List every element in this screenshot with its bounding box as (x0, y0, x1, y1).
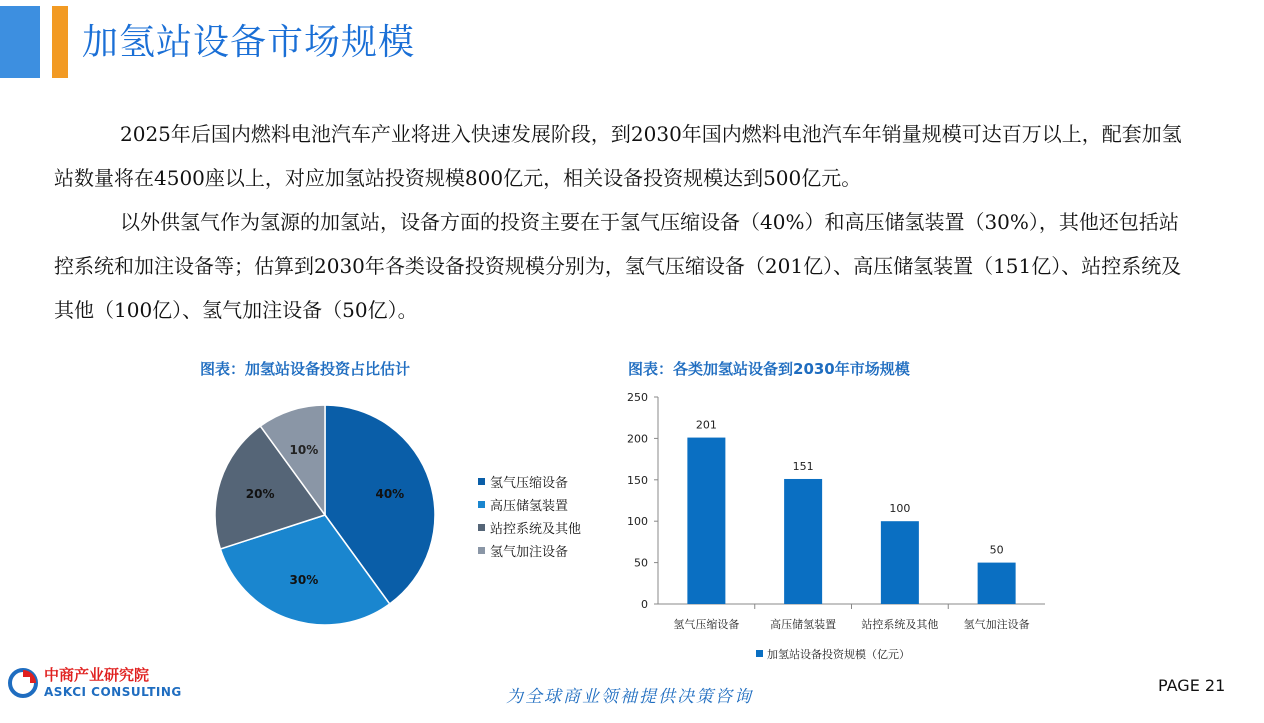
y-tick-label: 0 (641, 598, 648, 611)
legend-swatch (478, 501, 485, 508)
pie-slice-label: 20% (245, 486, 275, 501)
bar-legend-swatch (756, 650, 763, 657)
legend-label: 高压储氢装置 (490, 499, 569, 514)
bar (978, 563, 1016, 604)
pie-legend-item (478, 516, 581, 539)
bar-data-label: 50 (989, 543, 1004, 557)
bar-legend-label: 加氢站设备投资规模（亿元） (767, 648, 910, 661)
pie-legend-item (478, 539, 581, 562)
pie-chart-title: 图表：加氢站设备投资占比估计 (200, 360, 411, 378)
logo-english-name: ASKCI CONSULTING (44, 685, 182, 699)
pie-legend-item (478, 493, 581, 516)
x-tick-label: 站控系统及其他 (861, 618, 939, 631)
y-tick-label: 50 (634, 556, 648, 570)
footer-slogan: 为全球商业领袖提供决策咨询 (506, 687, 753, 707)
paragraph-2: 以外供氢气作为氢源的加氢站，设备方面的投资主要在于氢气压缩设备（40%）和高压储氢装置（30%），其他还包括站控系统和加注设备等；估算到2030年各类设备投资规模分别为，氢气压缩设备（201亿）、高压储氢装置（151亿）、站控系统及其他（100亿）、氢气加注设备（50亿）。 (54, 210, 1182, 322)
legend-label: 氢气加注设备 (490, 545, 569, 560)
title-accent-bar-orange (52, 6, 68, 78)
x-tick-label: 高压储氢装置 (770, 618, 837, 631)
legend-swatch (478, 547, 485, 554)
logo-chinese-name: 中商产业研究院 (44, 666, 150, 684)
page-number: PAGE 21 (1158, 676, 1226, 695)
y-tick-label: 150 (627, 473, 648, 487)
pie-legend (478, 470, 581, 562)
footer-logo (8, 666, 182, 700)
title-accent-bar-blue (0, 6, 40, 78)
y-tick-label: 100 (627, 515, 648, 529)
pie-legend-item (478, 470, 581, 493)
paragraph-1: 2025年后国内燃料电池汽车产业将进入快速发展阶段，到2030年国内燃料电池汽车年销量规模可达百万以上，配套加氢站数量将在4500座以上，对应加氢站投资规模800亿元，相关设备投资规模达到500亿元。 (54, 122, 1182, 190)
bar (687, 438, 725, 604)
bar-data-label: 100 (889, 502, 911, 516)
page-title: 加氢站设备市场规模 (82, 22, 416, 63)
legend-swatch (478, 524, 485, 531)
legend-label: 氢气压缩设备 (490, 476, 569, 491)
pie-chart (200, 390, 450, 640)
y-tick-label: 250 (627, 391, 648, 404)
body-text (54, 112, 1194, 332)
bar-data-label: 151 (792, 459, 814, 473)
bar (881, 521, 919, 604)
y-tick-label: 200 (627, 432, 648, 446)
x-tick-label: 氢气压缩设备 (673, 618, 740, 631)
x-tick-label: 氢气加注设备 (963, 618, 1030, 631)
askci-logo-icon (8, 668, 38, 698)
pie-slice-label: 10% (289, 443, 319, 458)
bar-chart-title: 图表：各类加氢站设备到2030年市场规模 (628, 360, 910, 378)
bar (784, 479, 822, 604)
pie-slice-label: 30% (289, 572, 319, 587)
bar-data-label: 201 (695, 418, 717, 432)
bar-chart (618, 385, 1058, 670)
pie-slice-label: 40% (375, 486, 405, 501)
legend-label: 站控系统及其他 (490, 522, 582, 537)
legend-swatch (478, 478, 485, 485)
